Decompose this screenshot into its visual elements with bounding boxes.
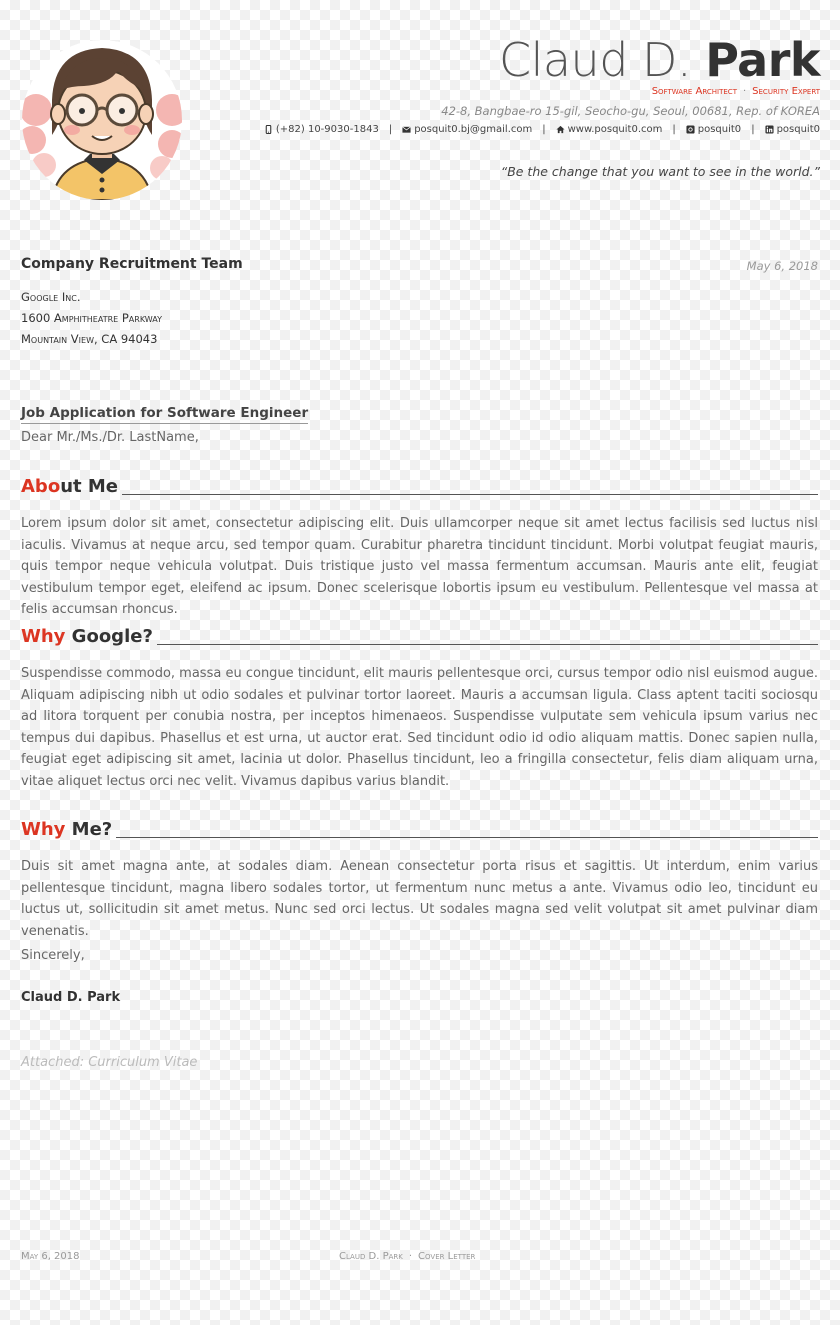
social-separator: |: [542, 124, 546, 135]
valediction: Sincerely,: [21, 948, 85, 963]
mobile-number: (+82) 10-9030-1843: [275, 124, 379, 135]
section-title-why-me: [21, 817, 818, 841]
homepage-url: www.posquit0.com: [567, 124, 663, 135]
social-separator: |: [751, 124, 755, 135]
salutation: Dear Mr./Ms./Dr. LastName,: [21, 430, 199, 445]
email-address: posquit0.bj@gmail.com: [414, 124, 533, 135]
section-title-about-me: [21, 474, 818, 498]
mobile-item[interactable]: [264, 124, 379, 135]
section-title-text: [21, 626, 153, 648]
applicant-name: [499, 30, 820, 90]
position-2: Security Expert: [752, 86, 820, 97]
section-title-text: [21, 476, 118, 498]
section-rule: [116, 837, 818, 838]
quote: “Be the change that you want to see in the world.”: [500, 164, 820, 179]
footer-name: Claud D. Park: [339, 1251, 403, 1262]
section-title-rest: ut Me: [60, 476, 118, 497]
enclosure-note: Attached: Curriculum Vitae: [21, 1055, 198, 1070]
recipient-name: Company Recruitment Team: [21, 256, 243, 272]
recipient-street: 1600 Amphitheatre Parkway: [21, 311, 162, 325]
positions: [652, 86, 820, 97]
section-body-why-me: Duis sit amet magna ante, at sodales diam. Aenean consectetur porta risus et sagittis. Ut interdum, enim varius pellentesque tincidunt, magna libero sodales tortor, ut fermentum nunc metus a ante. Vivamus odio leo, tincidunt eu luctus ut, sollicitudin sit amet metus. Nunc sed orci lectus. Ut sodales magna sed velit volutpat sit amet pulvinar diam venenatis.: [21, 859, 818, 939]
mobile-icon: [264, 125, 273, 134]
linkedin-item[interactable]: [765, 124, 820, 135]
letter-subject: Job Application for Software Engineer: [21, 405, 308, 424]
linkedin-handle: posquit0: [776, 124, 820, 135]
envelope-icon: [402, 125, 411, 134]
footer-separator: ·: [408, 1251, 413, 1262]
position-separator: ·: [742, 86, 747, 97]
footer-center: [339, 1251, 475, 1262]
social-separator: |: [672, 124, 676, 135]
footer-date: May 6, 2018: [21, 1251, 80, 1262]
signer-name: Claud D. Park: [21, 990, 121, 1005]
social-separator: |: [388, 124, 393, 135]
github-handle: posquit0: [697, 124, 742, 135]
section-title-highlight: Why: [21, 819, 66, 840]
homepage-item[interactable]: [556, 124, 663, 135]
github-icon: [686, 125, 695, 134]
section-body-about-me: Lorem ipsum dolor sit amet, consectetur adipiscing elit. Duis ullamcorper neque sit amet lectus facilisis sed luctus nisl iaculis. Vivamus at neque arcu, sed tempor quam. Curabitur pharetra tincidunt tincidunt. Morbi volutpat feugiat mauris, quis tempor neque vehicula volutpat. Duis tristique justo vel massa fermentum accumsan. Mauris ante elit, feugiat vestibulum tempor eget, eleifend ac ipsum. Donec scelerisque lobortis ipsum eu vestibulum. Pellentesque vel massa at felis accumsan rhoncus.: [21, 516, 818, 617]
social-info: [264, 124, 820, 135]
last-name: Park: [705, 33, 820, 87]
section-body-why-google: Suspendisse commodo, massa eu congue tincidunt, elit mauris pellentesque orci, cursus tempor odio nisl euismod augue. Aliquam adipiscing nibh ut odio sodales et pulvinar tortor laoreet. Mauris a accumsan ligula. Class aptent taciti sociosqu ad litora torquent per conubia nostra, per inceptos himenaeos. Suspendisse vulputate sem vehicula ipsum varius nec tempus dui dapibus. Phasellus et est urna, ut auctor erat. Sed tincidunt odio id odio aliquam mattis. Donec sapien nulla, feugiat eget adipiscing sit amet, lacinia ut dolor. Phasellus tincidunt, leo a fringilla consectetur, felis diam aliquam urna, vitae aliquet lectus orci nec velit. Vivamus dapibus varius blandit.: [21, 666, 818, 789]
section-title-rest: Me?: [65, 819, 113, 840]
first-name: Claud D.: [498, 33, 692, 87]
position-1: Software Architect: [651, 86, 737, 97]
section-title-why-google: [21, 624, 818, 648]
section-rule: [157, 644, 818, 645]
linkedin-icon: [765, 125, 774, 134]
letter-date: May 6, 2018: [746, 259, 818, 273]
section-rule: [122, 494, 818, 495]
applicant-address: 42-8, Bangbae-ro 15-gil, Seocho-gu, Seoul, 00681, Rep. of KOREA: [441, 104, 820, 118]
section-title-highlight: Abo: [21, 476, 61, 497]
home-icon: [556, 125, 565, 134]
email-item[interactable]: [402, 124, 532, 135]
section-title-text: [21, 819, 112, 841]
profile-photo: [22, 40, 182, 200]
footer-doc: Cover Letter: [418, 1251, 476, 1262]
recipient-city: Mountain View, CA 94043: [21, 332, 158, 346]
github-item[interactable]: [686, 124, 741, 135]
recipient-company: Google Inc.: [21, 290, 81, 304]
section-title-rest: Google?: [65, 626, 153, 647]
section-title-highlight: Why: [21, 626, 66, 647]
